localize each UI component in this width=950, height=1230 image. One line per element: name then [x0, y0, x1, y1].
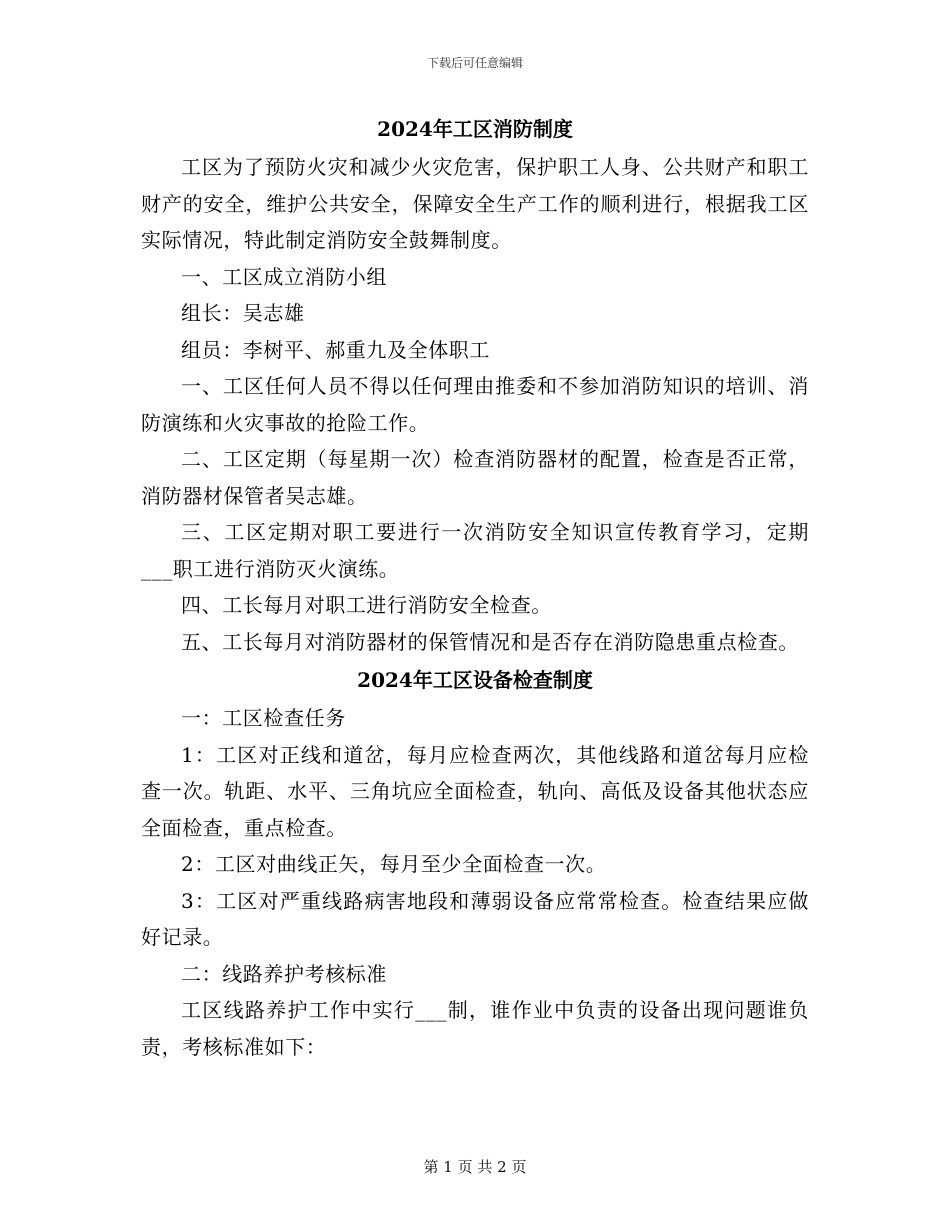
paragraph: 一：工区检查任务: [181, 706, 346, 730]
paragraph: 2：工区对曲线正矢，每月至少全面检查一次。: [181, 852, 607, 876]
page-footer: 第 1 页 共 2 页: [423, 1158, 527, 1176]
paragraph: 一、工区成立消防小组: [181, 264, 387, 289]
paragraph: 二、工区定期（每星期一次）检查消防器材的配置，检查是否正常，消防器材保管者吴志雄。: [141, 447, 809, 508]
paragraph: 三、工区定期对职工要进行一次消防安全知识宣传教育学习，定期___职工进行消防灭火演练。: [141, 520, 809, 581]
paragraph: 一、工区任何人员不得以任何理由推委和不参加消防知识的培训、消防演练和火灾事故的抢险工作。: [141, 374, 809, 435]
paragraph: 组长：吴志雄: [181, 301, 305, 325]
paragraph: 组员：李树平、郝重九及全体职工: [181, 337, 490, 362]
paragraph: 四、工长每月对职工进行消防安全检查。: [181, 593, 552, 617]
paragraph: 3：工区对严重线路病害地段和薄弱设备应常常检查。检查结果应做好记录。: [141, 888, 809, 949]
section-2-title: 2024年工区设备检查制度: [357, 668, 593, 692]
document-body: [141, 109, 809, 1065]
paragraph: 二：线路养护考核标准: [181, 961, 387, 986]
paragraph: 1：工区对正线和道岔，每月应检查两次，其他线路和道岔每月应检查一次。轨距、水平、三角坑应全面检查，轨向、高低及设备其他状态应全面检查，重点检查。: [141, 742, 809, 840]
paragraph: 工区为了预防火灾和减少火灾危害，保护职工人身、公共财产和职工财产的安全，维护公共安全，保障安全生产工作的顺利进行，根据我工区实际情况，特此制定消防安全鼓舞制度。: [141, 155, 809, 252]
paragraph: 五、工长每月对消防器材的保管情况和是否存在消防隐患重点检查。: [181, 629, 799, 654]
section-1-title: 2024年工区消防制度: [377, 117, 573, 141]
paragraph: 工区线路养护工作中实行___制，谁作业中负责的设备出现问题谁负责，考核标准如下：: [141, 998, 809, 1059]
header-note: 下载后可任意编辑: [426, 56, 523, 70]
